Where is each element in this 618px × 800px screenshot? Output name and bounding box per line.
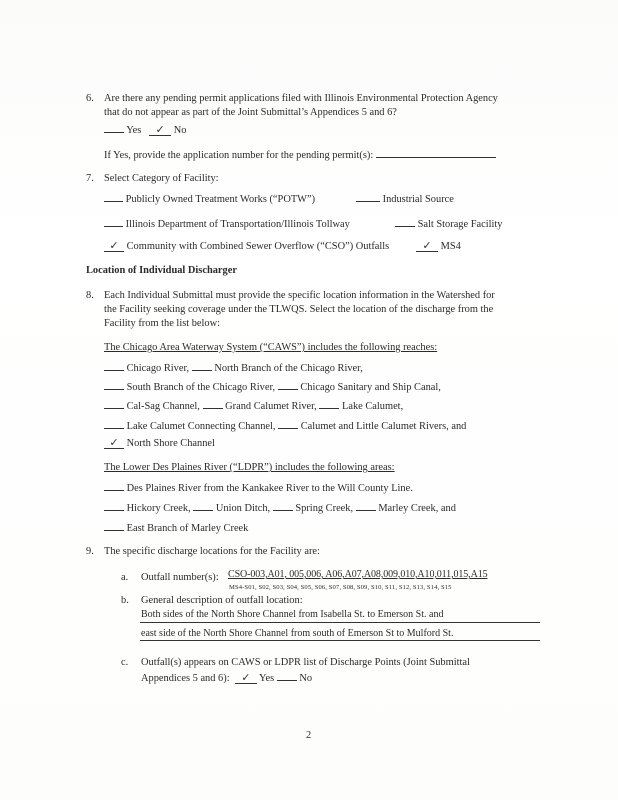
q9b-label: General description of outfall location: [141, 595, 303, 606]
ldpr-union-ditch-label: Union Ditch, [215, 503, 271, 514]
caws-row-4 [104, 418, 466, 433]
q9b-description-line1[interactable]: Both sides of the North Shore Channel from Isabella St. to Emerson St. and [141, 609, 444, 620]
caws-grand-calumet-checkbox[interactable] [203, 398, 223, 409]
q6-ifyes-row [104, 147, 496, 162]
q9b-description-line2[interactable]: east side of the North Shore Channel from south of Emerson St to Mulford St. [141, 628, 454, 639]
q9b-description-underline-2 [140, 640, 540, 641]
ldpr-row-2 [104, 500, 456, 515]
caws-sanitary-canal-checkbox[interactable] [278, 379, 298, 390]
q6-no-label: No [173, 125, 187, 136]
caws-row-1 [104, 360, 363, 375]
caws-north-shore-checkbox[interactable]: ✓ [104, 438, 124, 449]
q7-potw-checkbox[interactable] [104, 191, 123, 202]
q7-idot-checkbox[interactable] [104, 216, 123, 227]
q7-option-ms4 [416, 240, 461, 253]
caws-row-2 [104, 379, 441, 394]
caws-heading: The Chicago Area Waterway System (“CAWS”) includes the following reaches: [104, 342, 438, 353]
q9-number: 9. [86, 546, 94, 557]
caws-connecting-channel-label: Lake Calumet Connecting Channel, [126, 421, 276, 432]
q9c-no-label: No [299, 673, 313, 684]
q7-ms4-label: MS4 [440, 241, 461, 252]
q7-option-industrial [356, 191, 454, 206]
q7-potw-label: Publicly Owned Treatment Works (“POTW”) [125, 194, 316, 205]
q7-option-potw [104, 191, 315, 206]
ldpr-marley-label: Marley Creek, and [378, 503, 456, 514]
q9c-yes-checkbox[interactable]: ✓ [235, 673, 257, 684]
ldpr-spring-creek-checkbox[interactable] [273, 500, 293, 511]
page-number: 2 [306, 730, 312, 741]
q9c-yes-label: Yes [259, 673, 275, 684]
q8-text-line3: Facility from the list below: [104, 318, 221, 329]
q6-application-number-field[interactable] [376, 147, 496, 158]
q8-number: 8. [86, 290, 94, 301]
q9c-row [141, 670, 312, 685]
ldpr-des-plaines-label: Des Plaines River from the Kankakee River to the Will County Line. [126, 483, 413, 494]
caws-chicago-river-checkbox[interactable] [104, 360, 124, 371]
ldpr-east-branch-label: East Branch of Marley Creek [126, 523, 249, 534]
caws-chicago-river-label: Chicago River, [126, 363, 190, 374]
caws-lake-calumet-checkbox[interactable] [319, 398, 339, 409]
q6-yes-checkbox[interactable] [104, 122, 124, 133]
caws-cal-sag-checkbox[interactable] [104, 398, 124, 409]
q9c-letter: c. [121, 657, 129, 668]
ldpr-marley-checkbox[interactable] [356, 500, 376, 511]
q7-idot-label: Illinois Department of Transportation/Illinois Tollway [125, 219, 350, 230]
q7-industrial-label: Industrial Source [382, 194, 454, 205]
q7-text: Select Category of Facility: [104, 173, 219, 184]
q9a-letter: a. [121, 572, 129, 583]
q7-ms4-checkbox[interactable]: ✓ [416, 241, 438, 252]
caws-calumet-rivers-checkbox[interactable] [278, 418, 298, 429]
caws-north-branch-label: North Branch of the Chicago River, [214, 363, 363, 374]
q8-text-line1: Each Individual Submittal must provide the specific location information in the Watershed for [104, 290, 495, 301]
q9b-description-underline-1 [140, 622, 540, 623]
q9-text: The specific discharge locations for the Facility are: [104, 546, 320, 557]
caws-lake-calumet-label: Lake Calumet, [342, 401, 404, 412]
caws-north-shore-label: North Shore Channel [126, 438, 215, 449]
q6-text-line1: Are there any pending permit applications filed with Illinois Environmental Protection Agency [104, 93, 498, 104]
q6-text-line2: that do not appear as part of the Joint Submittal’s Appendices 5 and 6? [104, 107, 397, 118]
caws-grand-calumet-label: Grand Calumet River, [225, 401, 317, 412]
q9b-letter: b. [121, 595, 129, 606]
caws-cal-sag-label: Cal-Sag Channel, [126, 401, 200, 412]
caws-calumet-rivers-label: Calumet and Little Calumet Rivers, and [300, 421, 467, 432]
q7-salt-label: Salt Storage Facility [417, 219, 503, 230]
q6-no-checkbox[interactable]: ✓ [149, 125, 171, 136]
q7-cso-checkbox[interactable]: ✓ [104, 241, 124, 252]
caws-connecting-channel-checkbox[interactable] [104, 418, 124, 429]
ldpr-hickory-label: Hickory Creek, [126, 503, 191, 514]
q6-ifyes-text: If Yes, provide the application number for the pending permit(s): [104, 150, 374, 161]
q9a-label: Outfall number(s): [141, 572, 219, 583]
q6-number: 6. [86, 93, 94, 104]
ldpr-east-branch-checkbox[interactable] [104, 520, 124, 531]
section-heading-location: Location of Individual Discharger [86, 265, 237, 276]
ldpr-row-3 [104, 520, 248, 535]
ldpr-des-plaines-checkbox[interactable] [104, 480, 124, 491]
q9c-text-line2: Appendices 5 and 6): [141, 673, 230, 684]
caws-north-branch-checkbox[interactable] [192, 360, 212, 371]
q9a-outfall-numbers[interactable]: CSO-003,A01, 005,006, A06,A07,A08,009,010,A10,011,015,A15 [228, 569, 488, 580]
q6-yes-label: Yes [126, 125, 142, 136]
q7-cso-label: Community with Combined Sewer Overflow (“CSO”) Outfalls [126, 241, 390, 252]
ldpr-row-1 [104, 480, 413, 495]
q7-option-idot [104, 216, 350, 231]
caws-sanitary-canal-label: Chicago Sanitary and Ship Canal, [300, 382, 441, 393]
caws-south-branch-label: South Branch of the Chicago River, [126, 382, 276, 393]
ldpr-spring-creek-label: Spring Creek, [295, 503, 354, 514]
caws-row-5 [104, 437, 215, 450]
ldpr-heading: The Lower Des Plaines River (“LDPR”) includes the following areas: [104, 462, 395, 473]
ldpr-hickory-checkbox[interactable] [104, 500, 124, 511]
caws-south-branch-checkbox[interactable] [104, 379, 124, 390]
q7-number: 7. [86, 173, 94, 184]
q9c-no-checkbox[interactable] [277, 670, 297, 681]
q7-salt-checkbox[interactable] [395, 216, 415, 227]
q7-industrial-checkbox[interactable] [356, 191, 380, 202]
q7-option-cso [104, 240, 389, 253]
ldpr-union-ditch-checkbox[interactable] [193, 500, 213, 511]
q7-option-salt [395, 216, 502, 231]
caws-row-3 [104, 398, 403, 413]
q6-yes-no-row [104, 122, 186, 137]
q8-text-line2: the Facility seeking coverage under the TLWQS. Select the location of the discharge from the [104, 304, 494, 315]
q9a-outfall-numbers-ms4: MS4-S01, S02, S03, S04, S05, S06, S07, S08, S09, S10, S11, S12, S13, S14, S15 [229, 584, 452, 591]
q9c-text-line1: Outfall(s) appears on CAWS or LDPR list of Discharge Points (Joint Submittal [141, 657, 470, 668]
